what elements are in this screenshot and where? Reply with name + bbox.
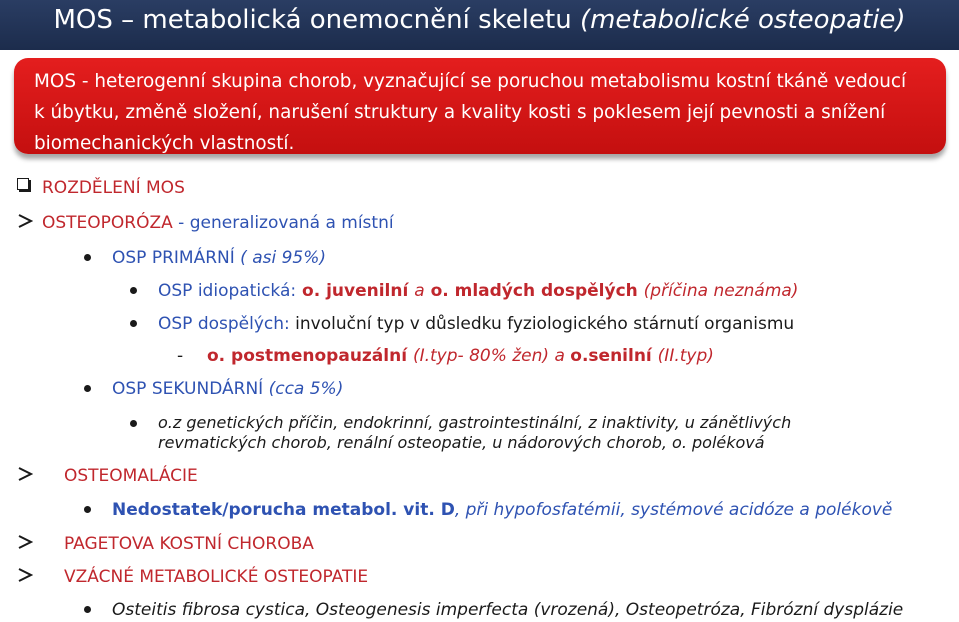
primarni-label: OSP PRIMÁRNÍ	[112, 248, 235, 268]
arrow-bullet-icon	[17, 466, 33, 482]
line-vzacne-item: Osteitis fibrosa cystica, Osteogenesis imperfecta (vrozená), Osteopetróza, Fibrózní dysplázie	[112, 600, 904, 620]
heading-rozdeleni: ROZDĚLENÍ MOS	[42, 178, 185, 198]
arrow-bullet-icon	[17, 534, 33, 550]
dospelych-desc: involuční typ v důsledku fyziologického stárnutí organismu	[289, 314, 795, 334]
line-osteoporoza	[42, 213, 394, 233]
idiopaticka-a: a	[414, 281, 425, 301]
idiopaticka-juv: o. juvenilní	[296, 281, 415, 301]
idiopaticka-note: (příčina neznáma)	[643, 281, 799, 301]
line-sekundarni	[112, 379, 343, 399]
arrow-bullet-icon	[17, 213, 33, 229]
postmeno-b: (I.typ- 80% žen) a	[412, 346, 571, 366]
bullet-dot-icon	[84, 254, 91, 261]
primarni-note: ( asi 95%)	[234, 248, 327, 268]
bullet-dot-icon	[130, 420, 137, 427]
line-osteomalacie-item	[112, 500, 892, 520]
bullet-dot-icon	[84, 606, 91, 613]
line-idiopaticka	[158, 281, 798, 301]
sekundarni-desc-2: revmatických chorob, renální osteopatie, u nádorových chorob, o. poléková	[158, 433, 765, 452]
osteomalacie-item-label: Nedostatek/porucha metabol. vit. D	[112, 500, 455, 520]
arrow-bullet-icon	[17, 567, 33, 583]
idiopaticka-label: OSP idiopatická:	[158, 281, 297, 301]
sekundarni-desc-1: o.z genetických příčin, endokrinní, gastrointestinální, z inaktivity, u zánětlivých	[158, 413, 792, 432]
bullet-dot-icon	[130, 287, 137, 294]
heading-osteomalacie: OSTEOMALÁCIE	[64, 466, 198, 486]
osteoporoza-desc: - generalizovaná a místní	[172, 213, 394, 233]
title-italic: (metabolické osteopatie)	[579, 5, 906, 35]
sekundarni-label: OSP SEKUNDÁRNÍ	[112, 379, 264, 399]
bullet-dot-icon	[84, 506, 91, 513]
bullet-dot-icon	[84, 385, 91, 392]
line-postmeno	[207, 346, 714, 366]
line-primarni	[112, 248, 326, 268]
bullet-dot-icon	[130, 320, 137, 327]
postmeno-a: o. postmenopauzální	[207, 346, 413, 366]
postmeno-c: o.senilní	[570, 346, 658, 366]
osteomalacie-item-note: , při hypofosfatémii, systémové acidóze a polékově	[454, 500, 893, 520]
dospelych-label: OSP dospělých:	[158, 314, 290, 334]
checkbox-bullet-icon	[17, 178, 29, 190]
idiopaticka-mladych: o. mladých dospělých	[424, 281, 644, 301]
page-title	[0, 0, 959, 50]
definition-text: MOS - heterogenní skupina chorob, vyznačující se poruchou metabolismu kostní tkáně vedoucí k úbytku, změně složení, narušení struktury a kvality kosti s poklesem její pevnosti a snížení biomechanických vlastností.	[34, 71, 907, 154]
postmeno-d: (II.typ)	[657, 346, 714, 366]
sekundarni-note: (cca 5%)	[263, 379, 344, 399]
line-dospelych	[158, 314, 794, 334]
title-main: MOS – metabolická onemocnění skeletu	[53, 5, 580, 35]
heading-vzacne: VZÁCNÉ METABOLICKÉ OSTEOPATIE	[64, 567, 369, 587]
dash-bullet: -	[177, 346, 184, 366]
osteoporoza-title: OSTEOPORÓZA	[42, 213, 173, 233]
heading-paget: PAGETOVA KOSTNÍ CHOROBA	[64, 534, 314, 554]
